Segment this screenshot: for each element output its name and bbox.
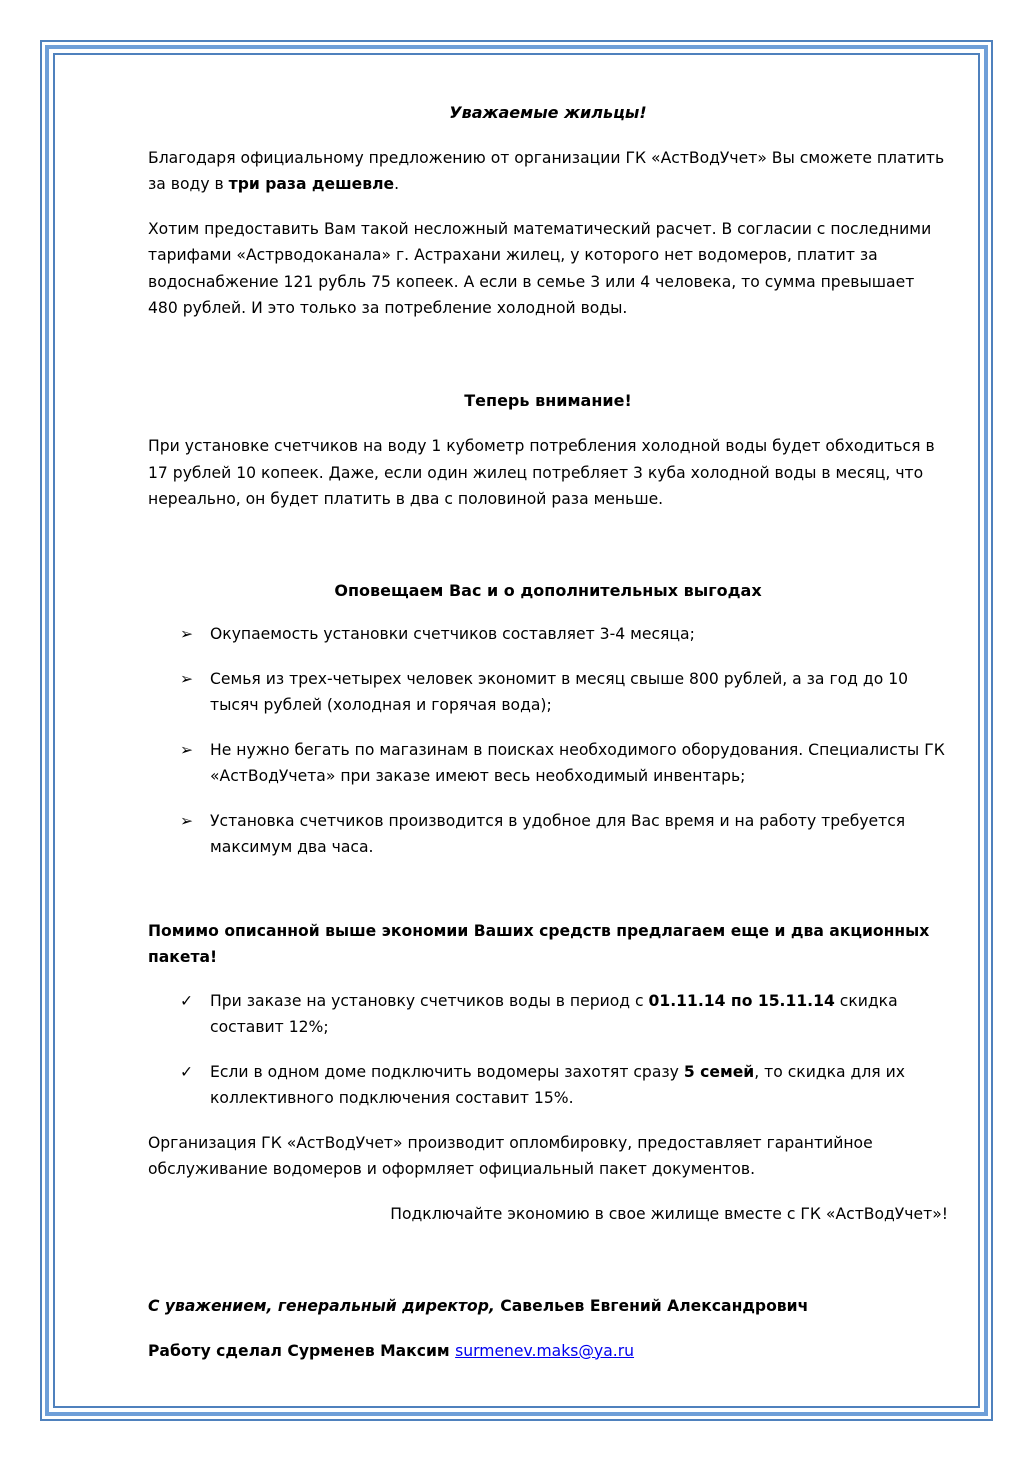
intro-end: . [394, 175, 400, 193]
promo-before: При заказе на установку счетчиков воды в период с [210, 991, 649, 1010]
benefit-item [148, 666, 948, 719]
intro-paragraph [148, 145, 948, 198]
benefit-item [148, 737, 948, 790]
promo-heading: Помимо описанной выше экономии Ваших средств предлагаем еще и два акционных пакета! [148, 921, 930, 966]
promo-bold: 01.11.14 по 15.11.14 [648, 991, 835, 1010]
check-bullet-icon: ✓ [180, 991, 194, 1010]
letter-body [148, 100, 948, 1364]
promo-text [210, 1059, 948, 1112]
credit-line [148, 1338, 948, 1365]
email-link[interactable]: surmenev.maks@ya.ru [455, 1341, 635, 1360]
promo-item [148, 1059, 948, 1112]
intro-bold: три раза дешевле [228, 175, 395, 193]
arrow-bullet-icon: ➢ [180, 811, 194, 830]
credit-text: Работу сделал Сурменев Максим [148, 1341, 456, 1360]
attention-heading: Теперь внимание! [464, 390, 632, 410]
closing-line: Подключайте экономию в свое жилище вместе с ГК «АстВодУчет»! [390, 1204, 948, 1223]
promo-after: скидка составит 12%; [210, 991, 898, 1036]
org-paragraph: Организация ГК «АстВодУчет» производит опломбировку, предоставляет гарантийное обслуживание водомеров и оформляет официальный пакет документов. [148, 1133, 873, 1178]
calc-paragraph: Хотим предоставить Вам такой несложный математический расчет. В согласии с последними тарифами «Астрводоканала» г. Астрахани жилец, у которого нет водомеров, платит за водоснабжение 121 рубль 75 копеек. А если в семье 3 или 4 человека, то сумма превышает 480 рублей. И это только за потребление холодной воды. [148, 219, 932, 317]
promo-after: , то скидка для их коллективного подключения составит 15%. [210, 1062, 906, 1107]
benefit-text: Семья из трех-четырех человек экономит в месяц свыше 800 рублей, а за год до 10 тысяч рублей (холодная и горячая вода); [210, 669, 909, 714]
promo-item [148, 988, 948, 1041]
benefits-heading: Оповещаем Вас и о дополнительных выгодах [334, 580, 762, 600]
promo-text [210, 988, 948, 1041]
benefits-list [148, 621, 948, 861]
benefit-item [148, 621, 948, 648]
signature-name: Савельев Евгений Александрович [494, 1297, 809, 1315]
intro-text: Благодаря официальному предложению от организации ГК «АстВодУчет» Вы сможете платить за воду в [148, 148, 945, 193]
check-bullet-icon: ✓ [180, 1062, 194, 1081]
promo-bold: 5 семей [683, 1062, 755, 1081]
arrow-bullet-icon: ➢ [180, 669, 194, 688]
promo-before: Если в одном доме подключить водомеры захотят сразу [210, 1062, 684, 1081]
benefit-text: Окупаемость установки счетчиков составляет 3-4 месяца; [210, 625, 695, 643]
promo-list [148, 988, 948, 1112]
greeting-heading: Уважаемые жильцы! [449, 103, 647, 122]
signature-line [148, 1293, 948, 1320]
attention-paragraph: При установке счетчиков на воду 1 кубометр потребления холодной воды будет обходиться в 17 рублей 10 копеек. Даже, если один жилец потребляет 3 куба холодной воды в месяц, что нереально, он будет платить в два с половиной раза меньше. [148, 437, 935, 508]
benefit-item [148, 808, 948, 861]
signature-title: С уважением, генеральный директор, [148, 1297, 495, 1315]
benefit-text: Установка счетчиков производится в удобное для Вас время и на работу требуется максимум два часа. [210, 811, 906, 856]
benefit-text: Не нужно бегать по магазинам в поисках необходимого оборудования. Специалисты ГК «АстВодУчета» при заказе имеют весь необходимый инвентарь; [210, 740, 945, 785]
arrow-bullet-icon: ➢ [180, 740, 194, 759]
arrow-bullet-icon: ➢ [180, 625, 194, 643]
